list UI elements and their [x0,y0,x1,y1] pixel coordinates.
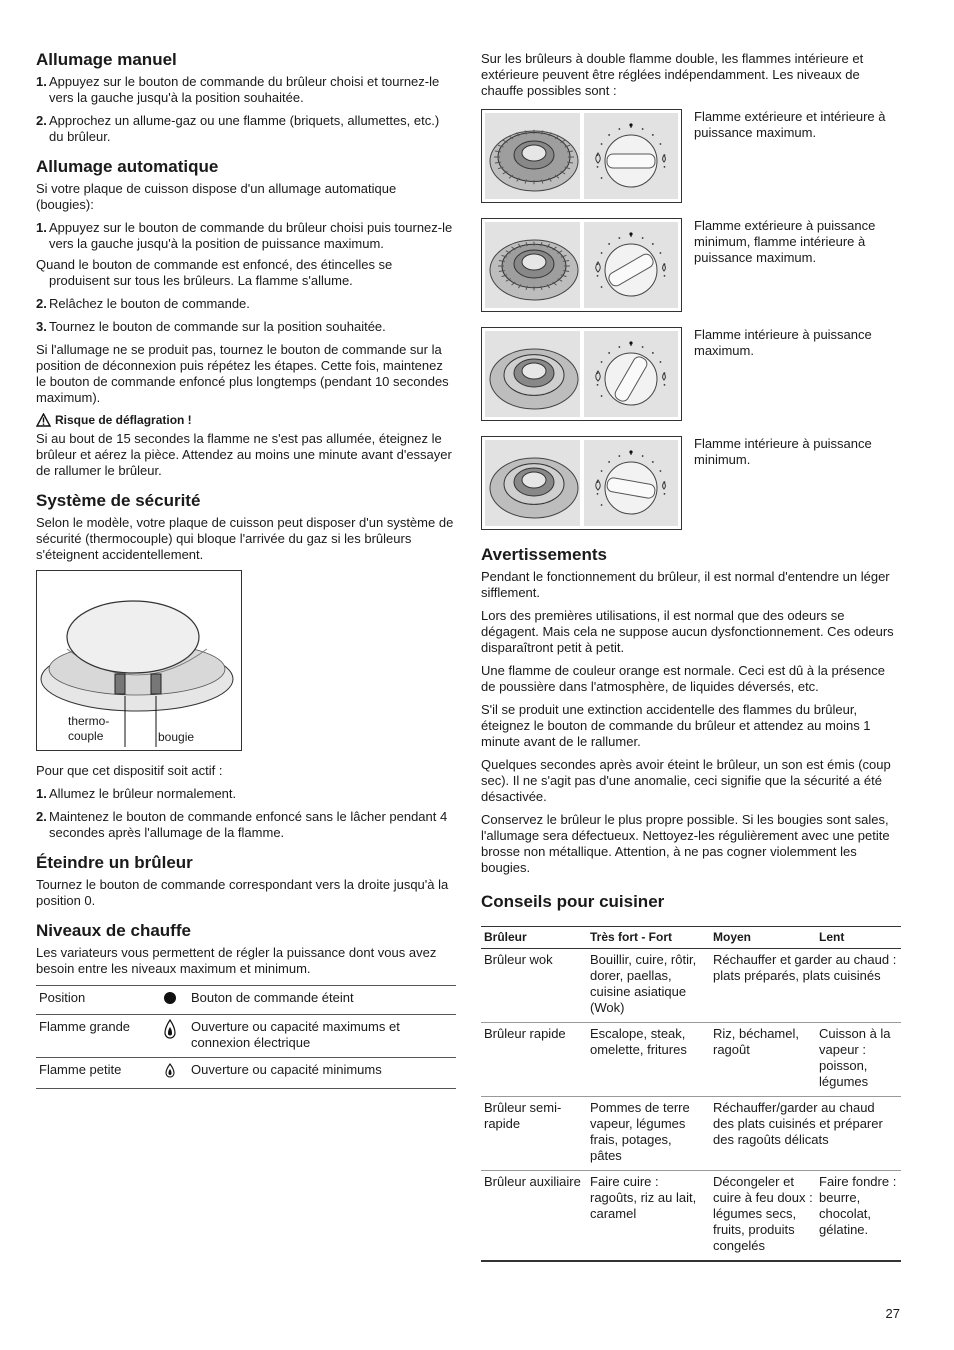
column-header: Lent [816,927,901,949]
flame-level-description: Flamme extérieure à puissance minimum, flamme intérieure à puissance maximum. [694,218,876,265]
flame-level-description: Flamme intérieure à puissance maximum. [694,327,872,358]
flame-levels-list [481,109,901,530]
dual-burner-icon [485,222,580,308]
warning-paragraph: Pendant le fonctionnement du brûleur, il est normal d'entendre un léger sifflement. [481,569,890,600]
flame-level-figure [481,327,682,421]
heading-safety-system: Système de sécurité [36,491,201,510]
table-cell: Faire cuire : ragoûts, riz au lait, caramel [587,1171,710,1262]
table-cell: Bouillir, cuire, rôtir, dorer, paellas, cuisine asiatique (Wok) [587,949,710,1023]
control-knob-icon [584,222,678,308]
cooking-tips-table [481,926,901,1262]
control-knob-icon [584,331,678,417]
dual-burner-icon [485,440,580,526]
warning-paragraph: Quelques secondes après avoir éteint le brûleur, un son est émis (coup sec). Il ne s'agit pas d'une anomalie, ceci signifie que la sécurité a été désactivée. [481,757,891,804]
table-cell: Réchauffer et garder au chaud : plats préparés, plats cuisinés [710,949,901,1023]
dual-burner-icon [485,331,580,417]
table-cell [152,1058,188,1089]
flame-level-description: Flamme extérieure et intérieure à puissance maximum. [694,109,886,140]
table-cell: Brûleur rapide [481,1023,587,1097]
control-knob-icon [584,113,678,199]
flame-level-row [481,436,901,530]
column-header: Très fort - Fort [587,927,710,949]
list-item: 1. Allumez le brûleur normalement. [36,786,237,801]
column-header: Brûleur [481,927,587,949]
table-cell: Brûleur auxiliaire [481,1171,587,1262]
table-cell [152,986,188,1015]
flame-level-description: Flamme intérieure à puissance minimum. [694,436,872,467]
column-header: Moyen [710,927,816,949]
dual-burner-icon [485,113,580,199]
warning-paragraph: S'il se produit une extinction accidentelle des flammes du brûleur, éteignez le bouton de commande du brûleur et attendez au moins 1 minute avant de le rallumer. [481,702,871,749]
table-header-row [481,927,901,949]
small-flame-icon [165,1062,175,1078]
warning-paragraph: Lors des premières utilisations, il est normal que des odeurs se dégagent. Mais cela ne suppose aucun dysfonctionnement. Ces odeurs disparaîtront petit à petit. [481,608,894,655]
turn-off-text: Tournez le bouton de commande correspondant vers la droite jusqu'à la position 0. [36,877,449,908]
heading-cooking-tips: Conseils pour cuisiner [481,892,665,911]
table-row [36,986,456,1015]
flame-level-figure [481,109,682,203]
burner-safety-figure [36,570,242,751]
large-flame-icon [164,1019,176,1039]
table-row [481,1171,901,1262]
warning-triangle-icon [36,413,51,427]
table-row [36,1015,456,1058]
table-cell: Brûleur semi-rapide [481,1097,587,1171]
flame-level-row [481,109,901,203]
flame-level-figure [481,436,682,530]
flame-level-figure [481,218,682,312]
list-item: 1. Appuyez sur le bouton de commande du brûleur choisi puis tournez-le vers la gauche jusqu'à la position de puissance maximum. Quand le bouton de commande est enfoncé, des étincelles se produisent sur tous les brûleurs. La flamme s'allume. [36,220,453,288]
warning-paragraph: Conservez le brûleur le plus propre possible. Si les bougies sont sales, l'allumage sera défectueux. Nettoyez-les régulièrement avec une petite brosse non métallique. Attention, à ne pas cogner violemment les bougies. [481,812,890,875]
warning-paragraph: Une flamme de couleur orange est normale. Ceci est dû à la présence de poussière dans l'atmosphère, de liquides déversés, etc. [481,663,885,694]
flame-level-row [481,218,901,312]
page-number: 27 [885,1306,900,1321]
table-cell: Escalope, steak, omelette, fritures [587,1023,710,1097]
safety-intro2: Pour que cet dispositif soit actif : [36,763,223,778]
right-column [481,51,901,1262]
warning-title: Risque de déflagration ! [36,413,456,427]
list-item: 2. Maintenez le bouton de commande enfoncé sans le lâcher pendant 4 secondes après l'allumage de la flamme. [36,809,448,840]
manual-ignition-steps [36,74,456,145]
table-cell [152,1015,188,1058]
off-dot-icon [163,990,177,1004]
warning-text: Si au bout de 15 secondes la flamme ne s'est pas allumée, éteignez le brûleur et aérez la pièce. Attendez au moins une minute avant d'essayer de rallumer le brûleur. [36,431,452,478]
label-spark-plug: bougie [158,730,195,744]
table-cell: Décongeler et cuire à feu doux : légumes secs, fruits, produits congelés [710,1171,816,1262]
list-item: 1. Appuyez sur le bouton de commande du brûleur choisi et tournez-le vers la gauche jusqu'à la position souhaitée. [36,74,440,105]
table-cell: Flamme grande [36,1015,152,1058]
table-cell: Cuisson à la vapeur : poisson, légumes [816,1023,901,1097]
heading-manual-ignition: Allumage manuel [36,50,177,69]
table-row [481,1023,901,1097]
list-item: 3. Tournez le bouton de commande sur la position souhaitée. [36,319,386,334]
control-knob-icon [584,440,678,526]
table-cell: Riz, béchamel, ragoût [710,1023,816,1097]
heading-warnings: Avertissements [481,545,607,564]
dual-flame-intro: Sur les brûleurs à double flamme double, les flammes intérieure et extérieure peuvent être réglées indépendamment. Les niveaux de chauffe possibles sont : [481,51,864,98]
left-column [36,40,456,1089]
table-cell: Flamme petite [36,1058,152,1089]
table-row [481,949,901,1023]
flame-level-row [481,327,901,421]
heat-levels-text: Les variateurs vous permettent de régler la puissance dont vous avez besoin entre les niveaux maximum et minimum. [36,945,437,976]
table-cell: Brûleur wok [481,949,587,1023]
list-item: 2. Relâchez le bouton de commande. [36,296,250,311]
table-cell: Réchauffer/garder au chaud des plats cuisinés et préparer des ragoûts délicats [710,1097,901,1171]
heat-levels-table [36,985,456,1089]
heading-turn-off: Éteindre un brûleur [36,853,193,872]
safety-text: Selon le modèle, votre plaque de cuisson peut disposer d'un système de sécurité (thermocouple) qui bloque l'arrivée du gaz si les brûleurs s'éteignent accidentellement. [36,515,454,562]
list-item: 2. Approchez un allume-gaz ou une flamme (briquets, allumettes, etc.) du brûleur. [36,113,440,144]
table-cell: Ouverture ou capacité maximums et connexion électrique [188,1015,456,1058]
heading-auto-ignition: Allumage automatique [36,157,219,176]
warnings-list [481,569,901,876]
table-row [36,1058,456,1089]
auto-ignition-steps [36,220,456,335]
table-cell: Ouverture ou capacité minimums [188,1058,456,1089]
label-thermocouple: thermo- couple [68,714,110,743]
auto-ignition-retry: Si l'allumage ne se produit pas, tournez le bouton de commande sur la position de déconnexion puis répétez les étapes. Cette fois, maintenez le bouton de commande enfoncé plus longtemps (pendant 10 secondes maximum). [36,342,449,405]
auto-ignition-intro: Si votre plaque de cuisson dispose d'un allumage automatique (bougies): [36,181,397,212]
table-cell: Bouton de commande éteint [188,986,456,1015]
table-cell: Position [36,986,152,1015]
safety-steps [36,786,456,841]
table-row [481,1097,901,1171]
table-cell: Pommes de terre vapeur, légumes frais, potages, pâtes [587,1097,710,1171]
table-cell: Faire fondre : beurre, chocolat, gélatine. [816,1171,901,1262]
heading-heat-levels: Niveaux de chauffe [36,921,191,940]
